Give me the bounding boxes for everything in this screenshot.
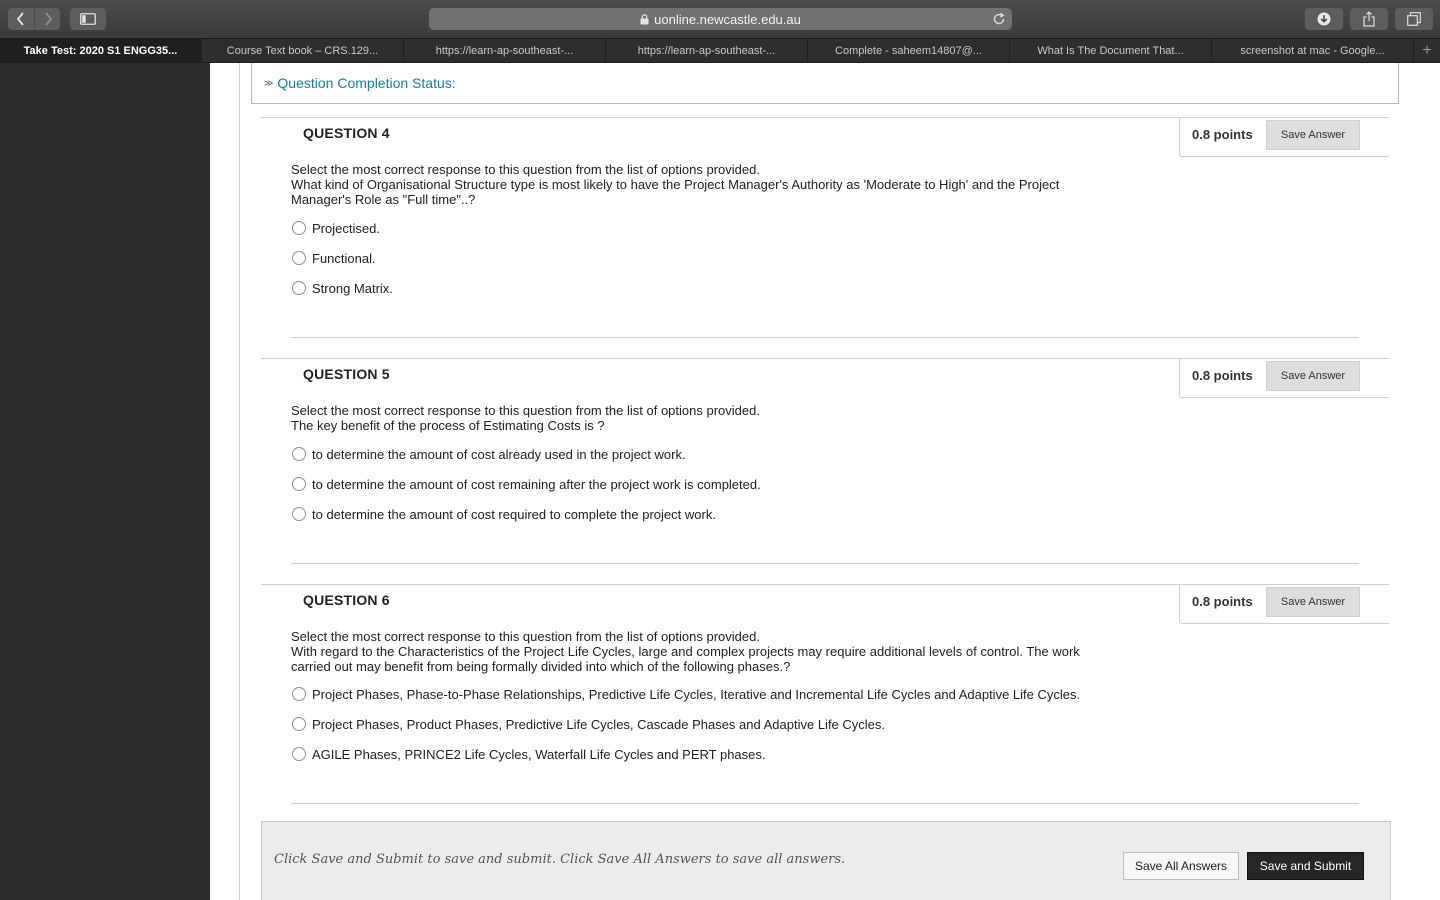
question-separator — [291, 803, 1359, 804]
question-title: QUESTION 6 — [303, 592, 390, 608]
chevron-right-icon — [43, 12, 53, 26]
points-box — [1179, 358, 1389, 398]
question-5 — [261, 358, 1389, 564]
option-label: to determine the amount of cost remaining after the project work is completed. — [312, 476, 761, 492]
question-completion-status[interactable] — [251, 63, 1399, 104]
radio-button[interactable] — [292, 747, 306, 761]
question-instruction: Select the most correct response to this question from the list of options provided. — [291, 162, 760, 177]
radio-button[interactable] — [292, 251, 306, 265]
chevron-down-icon: ≫ — [264, 77, 274, 88]
completion-status-label: Question Completion Status: — [277, 75, 456, 91]
points-box — [1179, 117, 1389, 157]
question-text — [291, 403, 1141, 433]
save-answer-button[interactable]: Save Answer — [1266, 587, 1360, 617]
tab-learn-ap-1[interactable]: https://learn-ap-southeast-... — [404, 39, 606, 63]
tabs-icon — [1407, 12, 1421, 26]
question-stem-line: The key benefit of the process of Estimating Costs is ? — [291, 418, 605, 433]
question-stem-line: With regard to the Characteristics of the Project Life Cycles, large and complex projects may require additional levels of control. The work — [291, 644, 1080, 659]
question-instruction: Select the most correct response to this question from the list of options provided. — [291, 403, 760, 418]
chevron-left-icon — [16, 12, 26, 26]
option-label: Project Phases, Product Phases, Predictive Life Cycles, Cascade Phases and Adaptive Life Cycles. — [312, 716, 886, 732]
answer-option[interactable] — [292, 476, 761, 492]
answer-option[interactable] — [292, 746, 766, 762]
option-label: Strong Matrix. — [312, 280, 393, 296]
answer-option[interactable] — [292, 280, 393, 296]
sidebar-icon — [80, 13, 96, 25]
browser-toolbar — [0, 0, 1440, 38]
tab-what-is-document[interactable]: What Is The Document That... — [1010, 39, 1212, 63]
tab-take-test[interactable]: Take Test: 2020 S1 ENGG35... — [0, 39, 202, 63]
answer-option[interactable] — [292, 446, 686, 462]
option-label: to determine the amount of cost required to complete the project work. — [312, 506, 716, 522]
question-points: 0.8 points — [1192, 594, 1253, 609]
question-4 — [261, 117, 1389, 338]
question-6 — [261, 584, 1389, 805]
nav-buttons — [8, 8, 60, 30]
left-rail — [0, 63, 210, 900]
points-box — [1179, 584, 1389, 624]
option-label: AGILE Phases, PRINCE2 Life Cycles, Waterfall Life Cycles and PERT phases. — [312, 746, 766, 762]
radio-button[interactable] — [292, 281, 306, 295]
reload-icon[interactable] — [992, 12, 1006, 26]
tab-learn-ap-2[interactable]: https://learn-ap-southeast-... — [606, 39, 808, 63]
question-points: 0.8 points — [1192, 127, 1253, 142]
answer-option[interactable] — [292, 220, 380, 236]
option-label: Functional. — [312, 250, 376, 266]
address-bar[interactable] — [429, 8, 1012, 30]
save-answer-button[interactable]: Save Answer — [1266, 361, 1360, 391]
address-url: uonline.newcastle.edu.au — [654, 11, 801, 27]
answer-option[interactable] — [292, 250, 376, 266]
downloads-button[interactable] — [1305, 8, 1343, 30]
back-button[interactable] — [8, 8, 34, 30]
tab-overview-button[interactable] — [1395, 8, 1433, 30]
radio-button[interactable] — [292, 507, 306, 521]
question-separator — [291, 563, 1359, 564]
content-frame-border — [239, 63, 240, 900]
share-button[interactable] — [1350, 8, 1388, 30]
question-instruction: Select the most correct response to this question from the list of options provided. — [291, 629, 760, 644]
forward-button[interactable] — [34, 8, 60, 30]
radio-button[interactable] — [292, 477, 306, 491]
option-label: to determine the amount of cost already used in the project work. — [312, 446, 686, 462]
lock-icon — [640, 14, 649, 25]
tab-course-text-book[interactable]: Course Text book – CRS.129... — [202, 39, 404, 63]
radio-button[interactable] — [292, 221, 306, 235]
question-title: QUESTION 4 — [303, 125, 390, 141]
sidebar-toggle-button[interactable] — [70, 8, 106, 30]
answer-option[interactable] — [292, 716, 885, 732]
download-icon — [1317, 12, 1331, 26]
tab-strip — [0, 38, 1440, 63]
question-separator — [291, 337, 1359, 338]
share-icon — [1363, 11, 1375, 27]
save-all-answers-button[interactable]: Save All Answers — [1123, 852, 1239, 880]
new-tab-button[interactable]: + — [1422, 42, 1432, 59]
question-text — [291, 162, 1141, 207]
submit-instructions: Click Save and Submit to save and submit. Click Save All Answers to save all answers. — [274, 852, 846, 867]
option-label: Projectised. — [312, 220, 380, 236]
question-points: 0.8 points — [1192, 368, 1253, 383]
question-stem-line: Manager's Role as "Full time"..? — [291, 192, 476, 207]
question-title: QUESTION 5 — [303, 366, 390, 382]
submit-bar — [261, 821, 1391, 900]
question-text — [291, 629, 1141, 674]
radio-button[interactable] — [292, 717, 306, 731]
question-stem-line: What kind of Organisational Structure type is most likely to have the Project Manager's Authority as 'Moderate to High' and the Project — [291, 177, 1060, 192]
save-answer-button[interactable]: Save Answer — [1266, 120, 1360, 150]
option-label: Project Phases, Phase-to-Phase Relationships, Predictive Life Cycles, Iterative and Incremental Life Cycles and Adaptive Life Cycles. — [312, 686, 1081, 702]
answer-option[interactable] — [292, 506, 716, 522]
tab-screenshot-google[interactable]: screenshot at mac - Google... — [1212, 39, 1414, 63]
tab-complete[interactable]: Complete - saheem14807@... — [808, 39, 1010, 63]
save-and-submit-button[interactable]: Save and Submit — [1247, 852, 1364, 880]
question-stem-line: carried out may benefit from being formally divided into which of the following phases.? — [291, 659, 791, 674]
radio-button[interactable] — [292, 447, 306, 461]
answer-option[interactable] — [292, 686, 1080, 702]
radio-button[interactable] — [292, 687, 306, 701]
